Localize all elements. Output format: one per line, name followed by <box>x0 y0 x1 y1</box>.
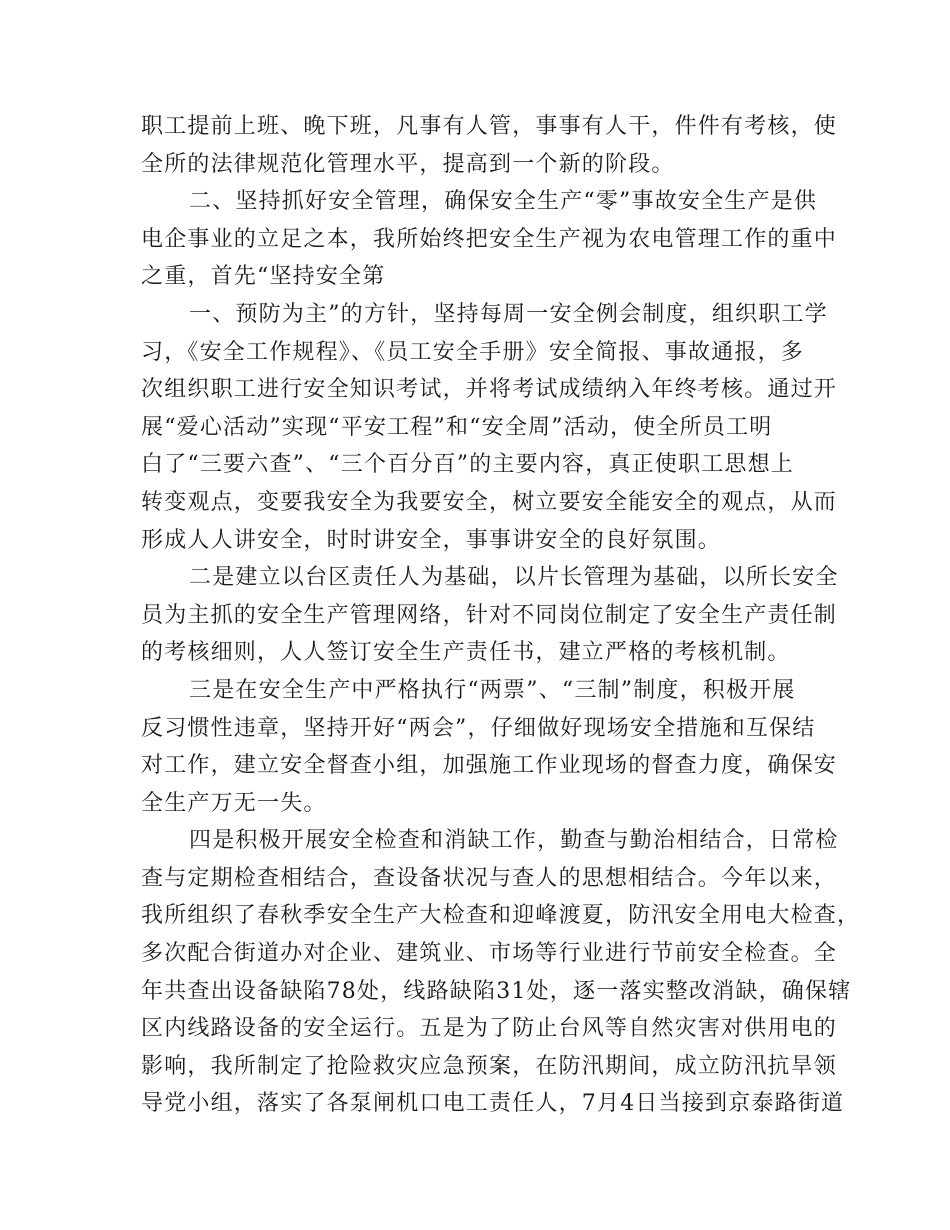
text-line: 全所的法律规范化管理水平，提高到一个新的阶段。 <box>141 151 675 177</box>
text-line: 多次配合街道办对企业、建筑业、市场等行业进行节前安全检查。全 <box>141 941 838 967</box>
text-line: 电企事业的立足之本，我所始终把安全生产视为农电管理工作的重中 <box>141 226 838 252</box>
text-line: 导党小组，落实了各泵闸机口电工责任人，7月4日当接到京泰路街道 <box>141 1091 845 1117</box>
text-line: 区内线路设备的安全运行。五是为了防止台风等自然灾害对供用电的 <box>141 1016 838 1042</box>
text-line: 对工作，建立安全督查小组，加强施工作业现场的督查力度，确保安 <box>141 753 838 779</box>
text-line: 习，《安全工作规程》、《员工安全手册》安全简报、事故通报，多 <box>141 339 805 365</box>
paragraph-first-line: 二、坚持抓好安全管理，确保安全生产“零”事故安全生产是供 <box>189 189 818 215</box>
text-line: 年共查出设备缺陷78处，线路缺陷31处，逐一落实整改消缺，确保辖 <box>141 978 852 1004</box>
text-line: 形成人人讲安全，时时讲安全，事事讲安全的良好氛围。 <box>141 527 722 553</box>
paragraph-first-line: 二是建立以台区责任人为基础，以片长管理为基础，以所长安全 <box>189 565 839 591</box>
paragraph-first-line: 四是积极开展安全检查和消缺工作，勤查与勤治相结合，日常检 <box>189 828 839 854</box>
text-line: 次组织职工进行安全知识考试，并将考试成绩纳入年终考核。通过开 <box>141 377 838 403</box>
text-line: 查与定期检查相结合，查设备状况与查人的思想相结合。今年以来， <box>141 865 838 891</box>
text-line: 影响，我所制定了抢险救灾应急预案，在防汛期间，成立防汛抗旱领 <box>141 1053 838 1079</box>
text-line: 反习惯性违章，坚持开好“两会”，仔细做好现场安全措施和互保结 <box>141 715 816 741</box>
text-line: 员为主抓的安全生产管理网络，针对不同岗位制定了安全生产责任制 <box>141 602 838 628</box>
paragraph-first-line: 一、预防为主”的方针，坚持每周一安全例会制度，组织职工学 <box>189 301 828 327</box>
text-line: 全生产万无一失。 <box>141 790 327 816</box>
text-line: 展“爱心活动”实现“平安工程”和“安全周”活动，使全所员工明 <box>141 414 773 440</box>
text-line: 我所组织了春秋季安全生产大检查和迎峰渡夏，防汛安全用电大检查， <box>141 903 861 929</box>
paragraph-first-line: 三是在安全生产中严格执行“两票”、“三制”制度，积极开展 <box>189 677 796 703</box>
text-line: 职工提前上班、晚下班，凡事有人管，事事有人干，件件有考核，使 <box>141 114 838 139</box>
text-line: 转变观点，变要我安全为我要安全，树立要安全能安全的观点，从而 <box>141 489 838 515</box>
text-line: 的考核细则，人人签订安全生产责任书，建立严格的考核机制。 <box>141 640 791 666</box>
text-line: 之重，首先“坚持安全第 <box>141 264 386 290</box>
document-body-text <box>141 108 861 1123</box>
text-line: 白了“三要六查”、“三个百分百”的主要内容，真正使职工思想上 <box>141 452 794 478</box>
